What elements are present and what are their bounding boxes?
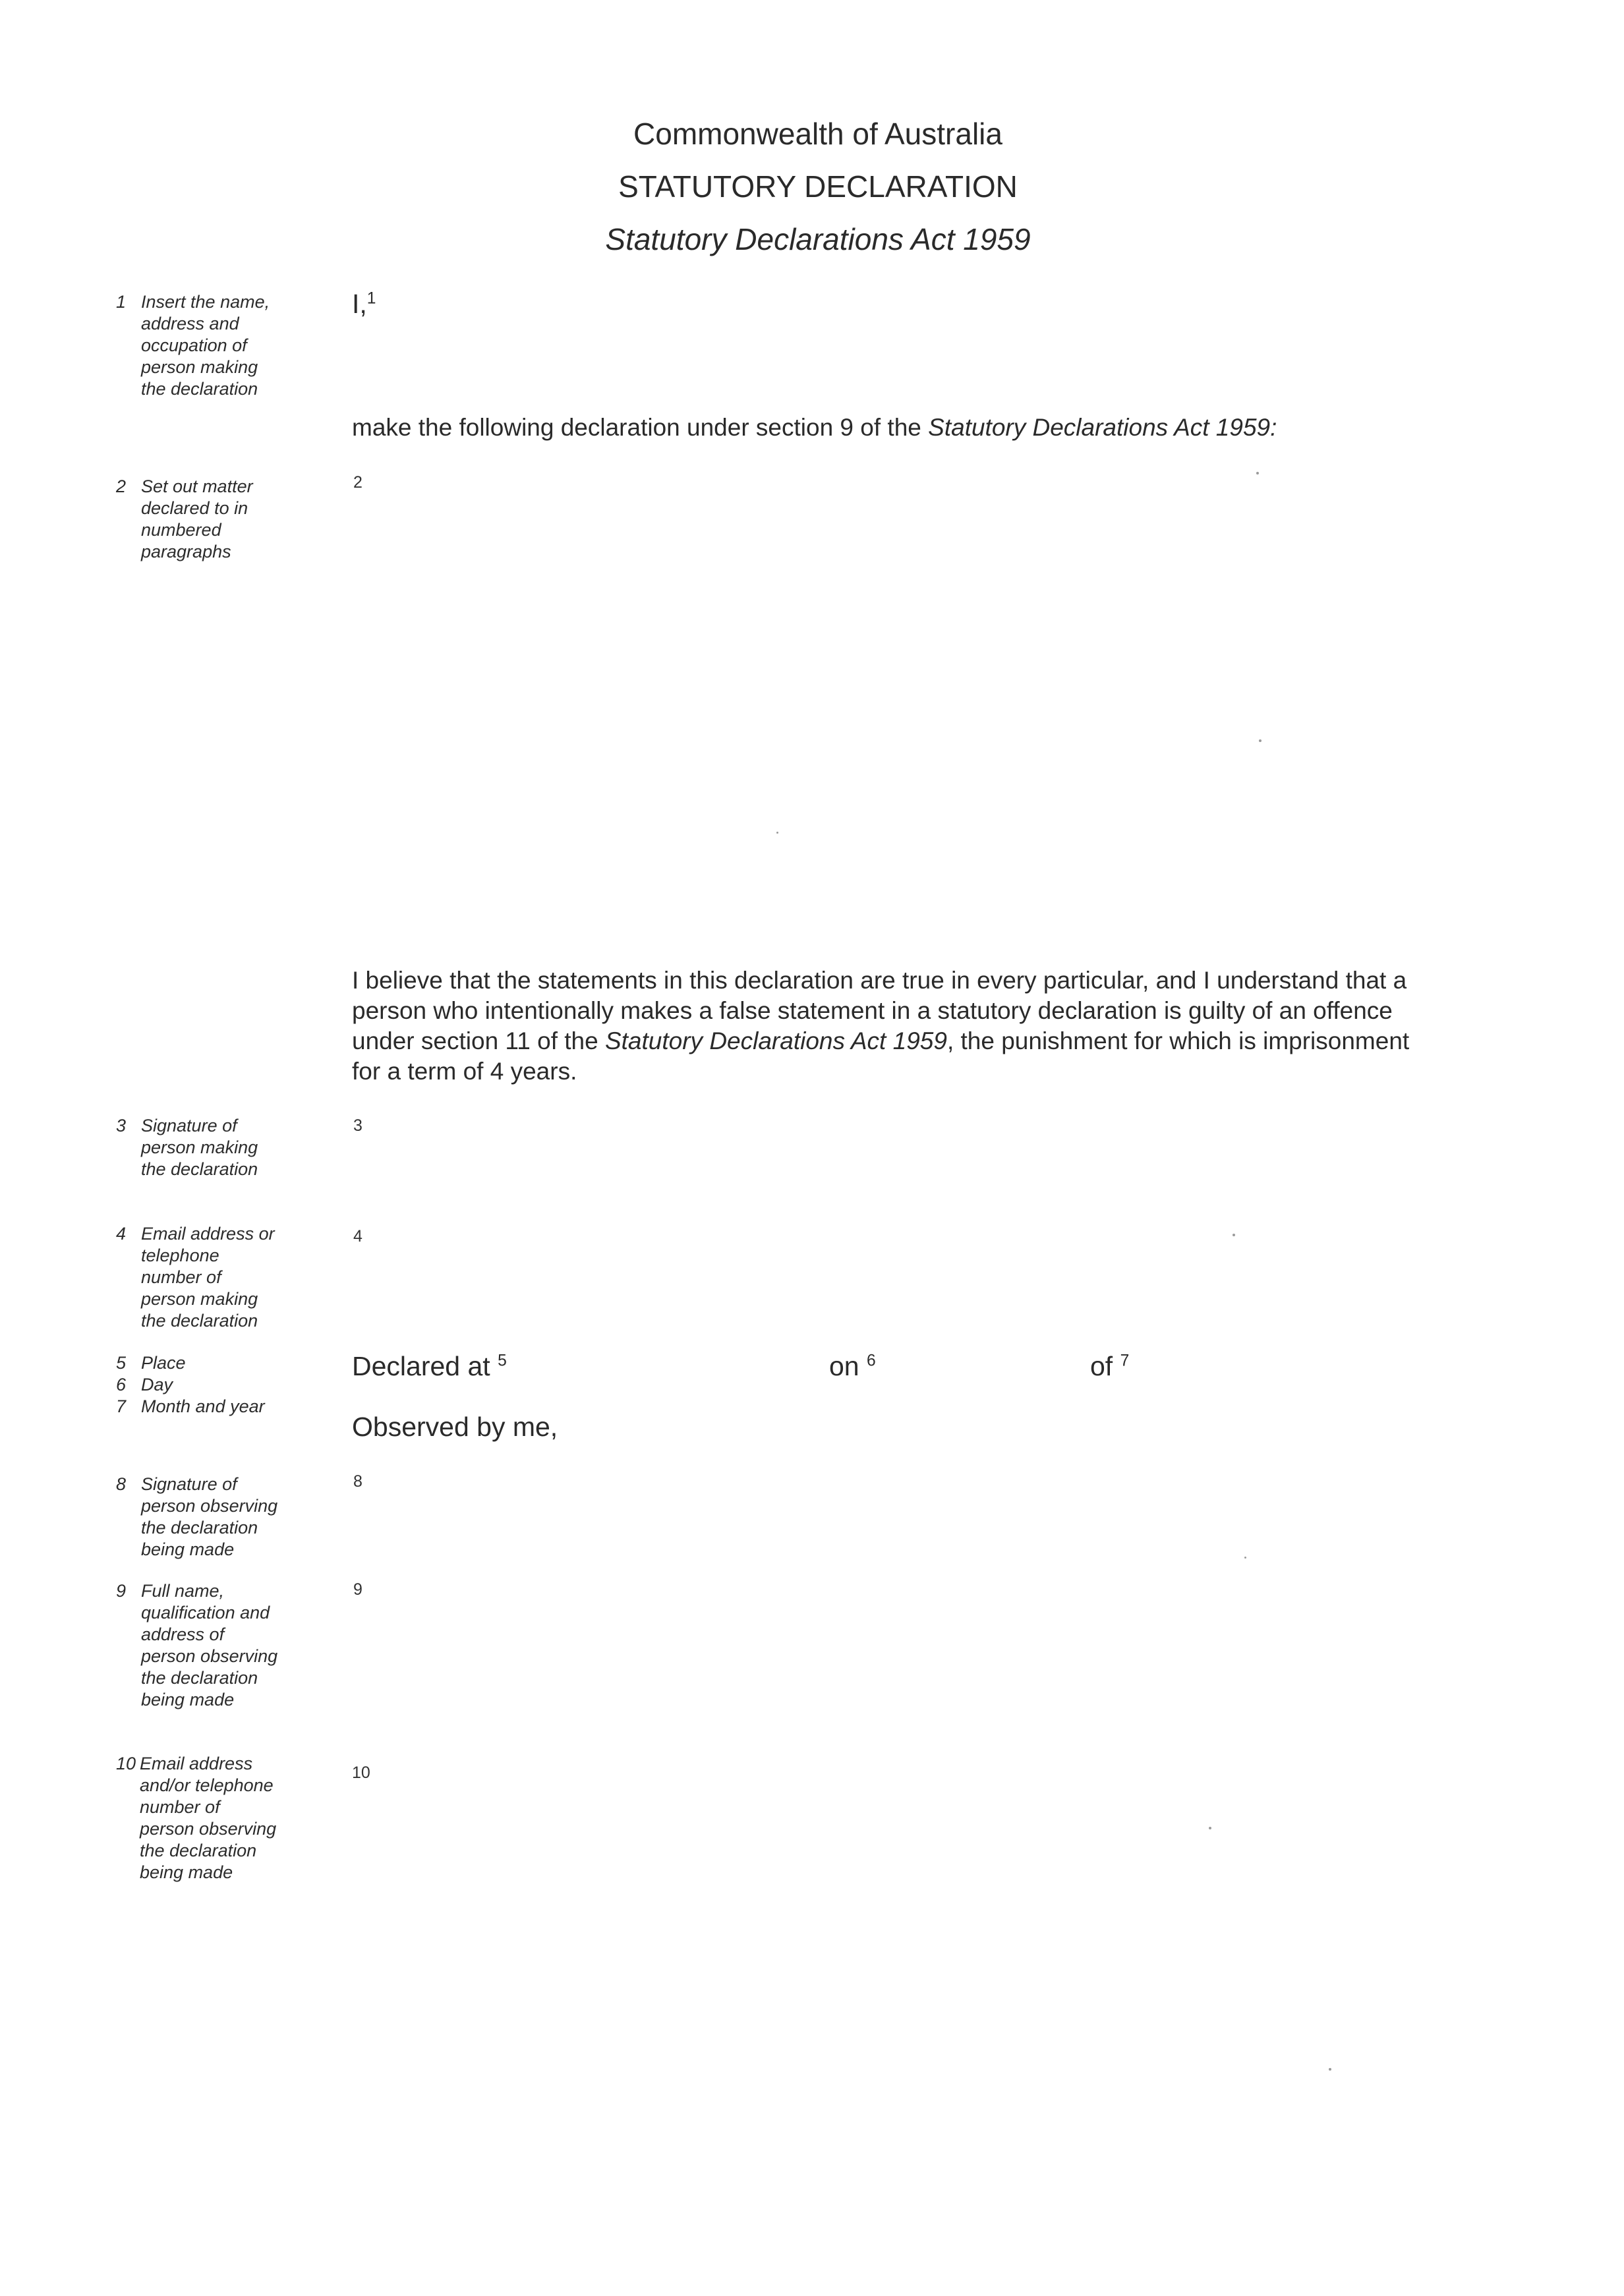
note-line: being made xyxy=(141,1690,235,1709)
field-9-marker: 9 xyxy=(353,1580,362,1599)
note-line: Set out matter xyxy=(141,476,253,496)
note-line: the declaration xyxy=(141,1518,258,1537)
note-line: address of xyxy=(141,1624,225,1644)
document-title: Commonwealth of Australia xyxy=(633,117,1002,151)
note-number: 10 xyxy=(116,1754,136,1773)
note-line: number of xyxy=(140,1797,220,1817)
declared-at-field xyxy=(352,1351,507,1382)
of-field xyxy=(1090,1351,1129,1382)
field-4-marker: 4 xyxy=(353,1227,362,1246)
note-line: declared to in xyxy=(141,498,248,518)
i-label: I, xyxy=(352,289,367,319)
note-label: Day xyxy=(141,1375,173,1394)
note-line: paragraphs xyxy=(141,542,231,561)
document-act-name: Statutory Declarations Act 1959 xyxy=(605,222,1031,256)
on-field xyxy=(829,1351,876,1382)
belief-line xyxy=(352,1026,1512,1056)
declaration-text: make the following declaration under section 9 of the xyxy=(352,414,929,441)
note-line: person observing xyxy=(140,1819,277,1839)
field-7-marker: 7 xyxy=(1120,1352,1130,1370)
note-line: the declaration xyxy=(140,1841,257,1860)
note-line: person making xyxy=(141,1137,258,1157)
note-number: 2 xyxy=(116,476,127,496)
belief-text: under section 11 of the xyxy=(352,1027,605,1054)
belief-paragraph xyxy=(352,965,1512,1087)
scan-speck xyxy=(1259,739,1262,742)
note-6 xyxy=(116,1374,314,1396)
belief-act: Statutory Declarations Act 1959 xyxy=(604,1027,947,1054)
note-line: number of xyxy=(141,1267,221,1287)
scan-speck xyxy=(1256,472,1259,474)
field-8-marker: 8 xyxy=(353,1472,362,1491)
scan-speck xyxy=(1244,1557,1246,1559)
note-line: address and xyxy=(141,314,239,333)
note-line: Signature of xyxy=(141,1474,237,1494)
note-line: Insert the name, xyxy=(141,292,270,312)
note-line: Full name, xyxy=(141,1581,225,1601)
note-line: person making xyxy=(141,1289,258,1309)
scan-speck xyxy=(1232,1234,1235,1236)
scan-speck xyxy=(776,832,778,834)
note-line: Email address or xyxy=(141,1224,275,1244)
note-line: person observing xyxy=(141,1646,278,1666)
note-line: the declaration xyxy=(141,1159,258,1179)
note-number: 4 xyxy=(116,1224,127,1244)
field-10-marker: 10 xyxy=(352,1764,370,1782)
margin-notes-5-6-7 xyxy=(116,1352,314,1418)
note-line: and/or telephone xyxy=(140,1775,274,1795)
note-number: 3 xyxy=(116,1116,127,1135)
field-5-marker: 5 xyxy=(498,1352,507,1370)
field-6-marker: 6 xyxy=(867,1352,876,1370)
note-label: Month and year xyxy=(141,1396,265,1416)
field-1-marker: 1 xyxy=(366,289,376,308)
note-number: 8 xyxy=(116,1474,127,1494)
note-number: 1 xyxy=(116,292,127,312)
scan-speck xyxy=(1209,1827,1211,1829)
observed-by-label: Observed by me, xyxy=(352,1412,558,1442)
note-line: numbered xyxy=(141,520,221,540)
note-label: Place xyxy=(141,1353,186,1373)
belief-line: for a term of 4 years. xyxy=(352,1058,577,1085)
note-line: the declaration xyxy=(141,1311,258,1331)
note-line: Email address xyxy=(140,1754,253,1773)
note-number: 5 xyxy=(116,1353,127,1373)
field-2-marker: 2 xyxy=(353,473,362,492)
of-label: of xyxy=(1090,1351,1113,1381)
note-line: the declaration xyxy=(141,379,258,399)
note-7 xyxy=(116,1396,314,1418)
note-number: 6 xyxy=(116,1375,127,1394)
note-line: the declaration xyxy=(141,1668,258,1688)
note-line: Signature of xyxy=(141,1116,237,1135)
belief-text: , the punishment for which is imprisonment xyxy=(946,1027,1410,1054)
belief-line: person who intentionally makes a false statement in a statutory declaration is guilty of an offence xyxy=(352,997,1393,1024)
on-label: on xyxy=(829,1351,859,1381)
note-line: being made xyxy=(141,1539,235,1559)
note-line: occupation of xyxy=(141,335,247,355)
declaration-act: Statutory Declarations Act 1959: xyxy=(928,414,1277,441)
scan-speck xyxy=(1329,2068,1331,2071)
document-subtitle: STATUTORY DECLARATION xyxy=(618,169,1018,204)
note-line: person observing xyxy=(141,1496,278,1516)
field-3-marker: 3 xyxy=(353,1116,362,1135)
note-number: 9 xyxy=(116,1581,127,1601)
note-line: qualification and xyxy=(141,1603,270,1622)
field-1-label xyxy=(352,289,376,320)
note-number: 7 xyxy=(116,1396,127,1416)
note-line: telephone xyxy=(141,1246,219,1265)
declaration-statement xyxy=(352,414,1277,442)
belief-line: I believe that the statements in this declaration are true in every particular, and I understand that a xyxy=(352,967,1407,994)
note-line: being made xyxy=(140,1862,233,1882)
declared-at-label: Declared at xyxy=(352,1351,490,1381)
note-line: person making xyxy=(141,357,258,377)
note-5 xyxy=(116,1352,314,1374)
